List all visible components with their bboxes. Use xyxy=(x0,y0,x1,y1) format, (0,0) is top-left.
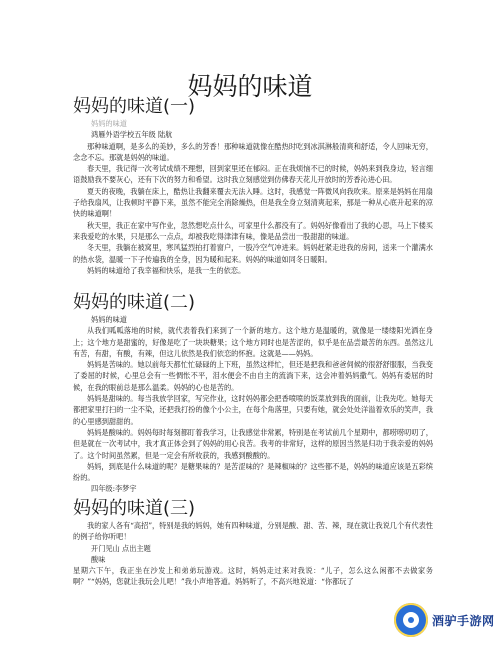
paragraph: 妈妈是酸味的。妈妈每时每刻都盯着我学习，让我感觉非常累，特别是在考试前几个星期中，都唠唠叨叨了，但是就在一次考试中，我才真正体会到了妈妈的用心良苦。我考的非常好，这样的原因当然是归功于我亲爱的妈妈了。这个时间虽然累，但是一定会有所收获的，我感到酸酸的。 xyxy=(73,427,433,460)
paragraph: 星期六下午，我正坐在沙发上和弟弟玩游戏。这时，妈妈走过来对我说：“儿子，怎么这么闲都不去做家务啊？”“妈妈，您就让我玩会儿吧！”我小声地答道。妈妈听了，不高兴地说道：“你都玩了 xyxy=(73,566,433,587)
paragraph: 秋天里，我正在家中写作业，忽然想吃点什么，可家里什么都没有了。妈妈好像看出了我的心思，马上下楼买来我爱吃的水果，只是那么一点点，却被我吃得津津有味，像是品尝出一股甜甜的味道。 xyxy=(73,220,433,241)
author-line: 鸿雁外语学校五年级 陆航 xyxy=(91,130,173,140)
paragraph: 从我们呱呱落地的时候，就代表着我们来到了一个新的地方。这个地方是温暖的，就像是一缕缕阳光洒在身上；这个地方是甜蜜的，好像是吃了一块块糖果；这个地方同时也是苦涩的，似乎是在品尝最苦的东西。虽然这儿有苦，有甜，有酸，有辣，但这儿依然是我们依恋的怀抱。这就是——妈妈。 xyxy=(73,326,433,358)
paragraph: 我的家人各有“高招”，特别是我的妈妈，她有四种味道，分别是酸、甜、苦、辣，现在就让我说几个有代表性的例子给你听吧！ xyxy=(73,521,433,542)
section-3 xyxy=(73,498,433,588)
section-heading: 妈妈的味道(一) xyxy=(73,96,196,117)
paragraph: 妈妈，到底是什么味道的呢？是糖果味的？是苦涩味的？是辣椒味的？这些都不是，妈妈的味道应该是五彩缤纷的。 xyxy=(73,461,433,483)
game-controller-logo-icon xyxy=(394,603,428,637)
sub-heading: 酸味 xyxy=(91,554,106,564)
author-line: 四年级:李梦宇 xyxy=(91,484,137,494)
annotation-line: 开门见山 点出主题 xyxy=(91,543,151,553)
paragraph: 那种味道啊，是多么的美妙，多么的芳香！那种味道就像在酷热时吃到冰淇淋般清爽和舒适，令人回味无穷，念念不忘。那就是妈妈的味道。 xyxy=(73,141,433,162)
paragraph: 妈妈是甜味的。每当我放学回家，写完作业，这时妈妈都会把香喷喷的饭菜放到我的面前，让我先吃。她每天都把家里打扫的一尘不染，还把我打扮的像个小公主，在每个角落里，只要有她，就会处处洋溢着欢乐的笑声，我的心里感到甜甜的。 xyxy=(73,394,433,426)
paragraph: 妈妈是苦味的。她以前每天都忙忙碌碌的上下班，虽然这样忙，但还是把我和爸爸伺候的很舒舒服服，当我变了委屈的时候，心里总会有一些惆怅不平，泪水便会不由自主的流淌下来，这会冲着妈妈撒气。妈妈有委屈的时候，在我的眼前总是那么温柔。妈妈的心也是苦的。 xyxy=(73,360,433,392)
section-1 xyxy=(73,96,433,276)
paragraph: 冬天里，我躺在被窝里，寒风猛烈拍打着窗户，一股冷空气冲进来。妈妈赶紧走进我的房间，送来一个灌满水的热水袋，温暖一下子传遍我的全身，因为暖和起来。妈妈的味道如同冬日暖阳。 xyxy=(73,243,433,264)
sub-title: 妈妈的味道 xyxy=(91,315,127,324)
sub-title: 妈妈的味道 xyxy=(91,119,127,128)
paragraph: 春天里，我记得一次考试成绩不理想，回到家里还在郁闷。正在我烦恼不已的时候，妈妈来到我身边，轻言细语鼓励我不要灰心，还有下次的努力和希望。这时我立刻感觉到仿佛春天花儿开放时的芳香沁进心田。 xyxy=(73,164,433,185)
page-title: 妈妈的味道 xyxy=(187,72,313,101)
paragraph: 妈妈的味道给了我幸福和快乐，是我一生的依恋。 xyxy=(87,265,246,275)
watermark-text: 酒驴手游网 xyxy=(432,613,495,628)
section-heading: 妈妈的味道(三) xyxy=(73,498,196,519)
section-heading: 妈妈的味道(二) xyxy=(73,292,196,313)
section-2 xyxy=(73,292,433,495)
paragraph: 夏天的夜晚，我躺在床上，酷热让我翻来覆去无法入睡。这时，我感觉一阵微风向我吹来。原来是妈妈在用扇子给我扇风，让我顿时平静下来，虽然不能完全消除燥热，但是我全身立刻清爽起来，那是一种从心底升起来的凉快的味道啊！ xyxy=(73,186,433,219)
site-watermark xyxy=(394,598,496,642)
